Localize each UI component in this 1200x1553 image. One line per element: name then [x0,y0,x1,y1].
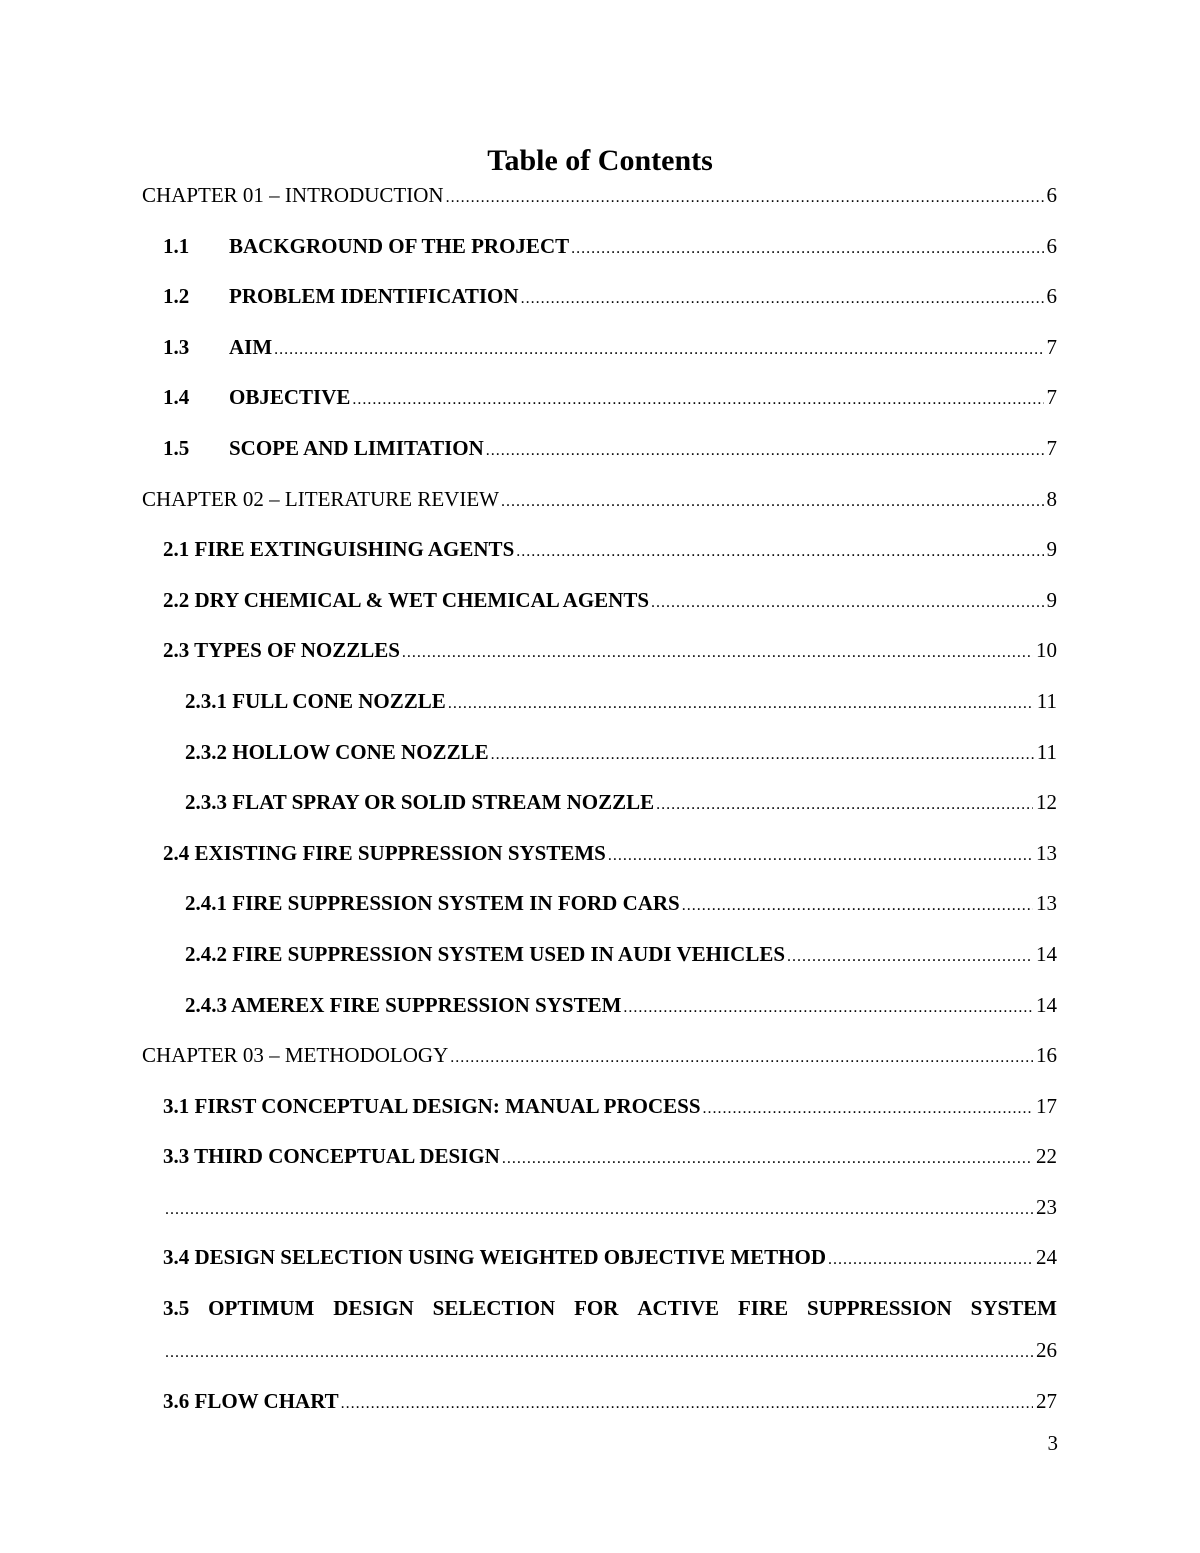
toc-entry-page: 12 [1036,790,1057,815]
toc-entry[interactable] [142,1038,1057,1072]
toc-entry-page: 24 [1036,1245,1057,1270]
toc-entry[interactable] [142,583,1057,617]
toc-entry-label: 2.4.2 FIRE SUPPRESSION SYSTEM USED IN AUDI VEHICLES [185,941,786,966]
toc-entry-page: 8 [1046,486,1057,511]
dot-leader [516,535,1043,569]
toc-entry-number: 1.3 [163,334,190,359]
toc-entry[interactable] [142,684,1057,718]
toc-entry-label: CHAPTER 03 – METHODOLOGY [142,1043,449,1068]
toc-entry-label: 2.4.3 AMEREX FIRE SUPPRESSION SYSTEM [185,992,622,1017]
dot-leader [623,991,1033,1025]
toc-entry[interactable] [142,937,1057,971]
toc-entry-label: 2.3.3 FLAT SPRAY OR SOLID STREAM NOZZLE [185,790,655,815]
toc-entry-page: 9 [1046,537,1057,562]
toc-entry-page: 11 [1036,739,1057,764]
toc-entry[interactable] [142,178,1057,212]
toc-entry[interactable] [142,836,1057,870]
toc-entry-number: 1.2 [163,284,190,309]
toc-entry-page: 7 [1046,435,1057,460]
dot-leader [703,1092,1033,1126]
page-title: Table of Contents [487,144,713,177]
toc-entry-label: 2.1 FIRE EXTINGUISHING AGENTS [163,537,515,562]
toc-entry-number: 1.1 [163,233,190,258]
toc-entry-label: PROBLEM IDENTIFICATION [229,284,519,309]
toc-entry-page: 6 [1046,284,1057,309]
toc-entry-page: 14 [1036,992,1057,1017]
toc-entry[interactable] [142,431,1057,465]
dot-leader [608,839,1033,873]
toc-entry[interactable] [142,785,1057,819]
toc-entry-page: 16 [1036,1043,1057,1068]
toc-entry-label: OBJECTIVE [229,385,351,410]
toc-entry-label: 3.5 OPTIMUM DESIGN SELECTION FOR ACTIVE FIRE SUPPRESSION SYSTEM [163,1296,1057,1321]
toc-entry-label: 3.1 FIRST CONCEPTUAL DESIGN: MANUAL PROCESS [163,1093,701,1118]
toc-entry[interactable] [142,1291,1057,1367]
toc-entry-number: 1.5 [163,435,190,460]
toc-entry-label: 2.3.2 HOLLOW CONE NOZZLE [185,739,489,764]
toc-entry-page: 22 [1036,1144,1057,1169]
toc-entry-page: 9 [1046,587,1057,612]
toc-entry-label: 3.6 FLOW CHART [163,1388,339,1413]
dot-leader [486,434,1044,468]
toc-entry[interactable] [142,1089,1057,1123]
toc-entry[interactable] [142,988,1057,1022]
toc-entry-page: 23 [1036,1194,1057,1219]
toc-entry[interactable] [142,886,1057,920]
dot-leader [448,687,1034,721]
dot-leader [787,940,1033,974]
toc-entry-label: 3.4 DESIGN SELECTION USING WEIGHTED OBJECTIVE METHOD [163,1245,827,1270]
dot-leader [446,181,1044,215]
toc-entry-label: 2.2 DRY CHEMICAL & WET CHEMICAL AGENTS [163,587,650,612]
toc-entry-label: CHAPTER 02 – LITERATURE REVIEW [142,486,499,511]
toc-entry[interactable] [142,633,1057,667]
toc-entry-page: 27 [1036,1388,1057,1413]
toc-entry-page: 13 [1036,891,1057,916]
toc-entry[interactable] [142,330,1057,364]
dot-leader [165,1193,1033,1227]
toc-entry-page: 7 [1046,385,1057,410]
dot-leader [682,889,1033,923]
toc-entry-page: 14 [1036,941,1057,966]
toc-entry-page: 10 [1036,638,1057,663]
toc-entry-label: 2.4 EXISTING FIRE SUPPRESSION SYSTEMS [163,840,606,865]
dot-leader [521,282,1044,316]
dot-leader [828,1243,1033,1277]
dot-leader [352,383,1043,417]
toc-entry[interactable] [142,482,1057,516]
dot-leader [274,333,1043,367]
dot-leader [341,1387,1033,1421]
toc-entry-number: 1.4 [163,385,190,410]
toc-entry[interactable] [142,279,1057,313]
page-number: 3 [1047,1431,1058,1455]
toc-entry-label: SCOPE AND LIMITATION [229,435,484,460]
toc-entry[interactable] [142,229,1057,263]
dot-leader [656,788,1033,822]
toc-entry-page: 6 [1046,233,1057,258]
toc-entry[interactable] [142,380,1057,414]
toc-entry-label: 2.3.1 FULL CONE NOZZLE [185,688,446,713]
toc-entry-page: 26 [1036,1338,1057,1363]
table-of-contents [142,178,1057,1434]
dot-leader [402,636,1033,670]
toc-entry-label: 2.3 TYPES OF NOZZLES [163,638,400,663]
dot-leader [502,1142,1033,1176]
toc-entry[interactable] [142,1190,1057,1224]
dot-leader [571,232,1043,266]
toc-entry[interactable] [142,1384,1057,1418]
dot-leader [501,485,1044,519]
toc-entry-label: 3.3 THIRD CONCEPTUAL DESIGN [163,1144,500,1169]
toc-entry-page: 17 [1036,1093,1057,1118]
toc-entry-page: 7 [1046,334,1057,359]
dot-leader [450,1041,1033,1075]
dot-leader [491,738,1034,772]
dot-leader [165,1336,1033,1370]
toc-entry-label: 2.4.1 FIRE SUPPRESSION SYSTEM IN FORD CARS [185,891,680,916]
toc-entry[interactable] [142,1240,1057,1274]
toc-entry-label: CHAPTER 01 – INTRODUCTION [142,183,444,207]
toc-entry-page: 13 [1036,840,1057,865]
toc-entry-page: 11 [1036,688,1057,713]
toc-entry[interactable] [142,1139,1057,1173]
toc-entry-label: AIM [229,334,273,359]
toc-entry-page: 6 [1046,183,1057,207]
toc-entry[interactable] [142,735,1057,769]
dot-leader [651,586,1043,620]
toc-entry-label: BACKGROUND OF THE PROJECT [229,233,570,258]
toc-entry[interactable] [142,532,1057,566]
